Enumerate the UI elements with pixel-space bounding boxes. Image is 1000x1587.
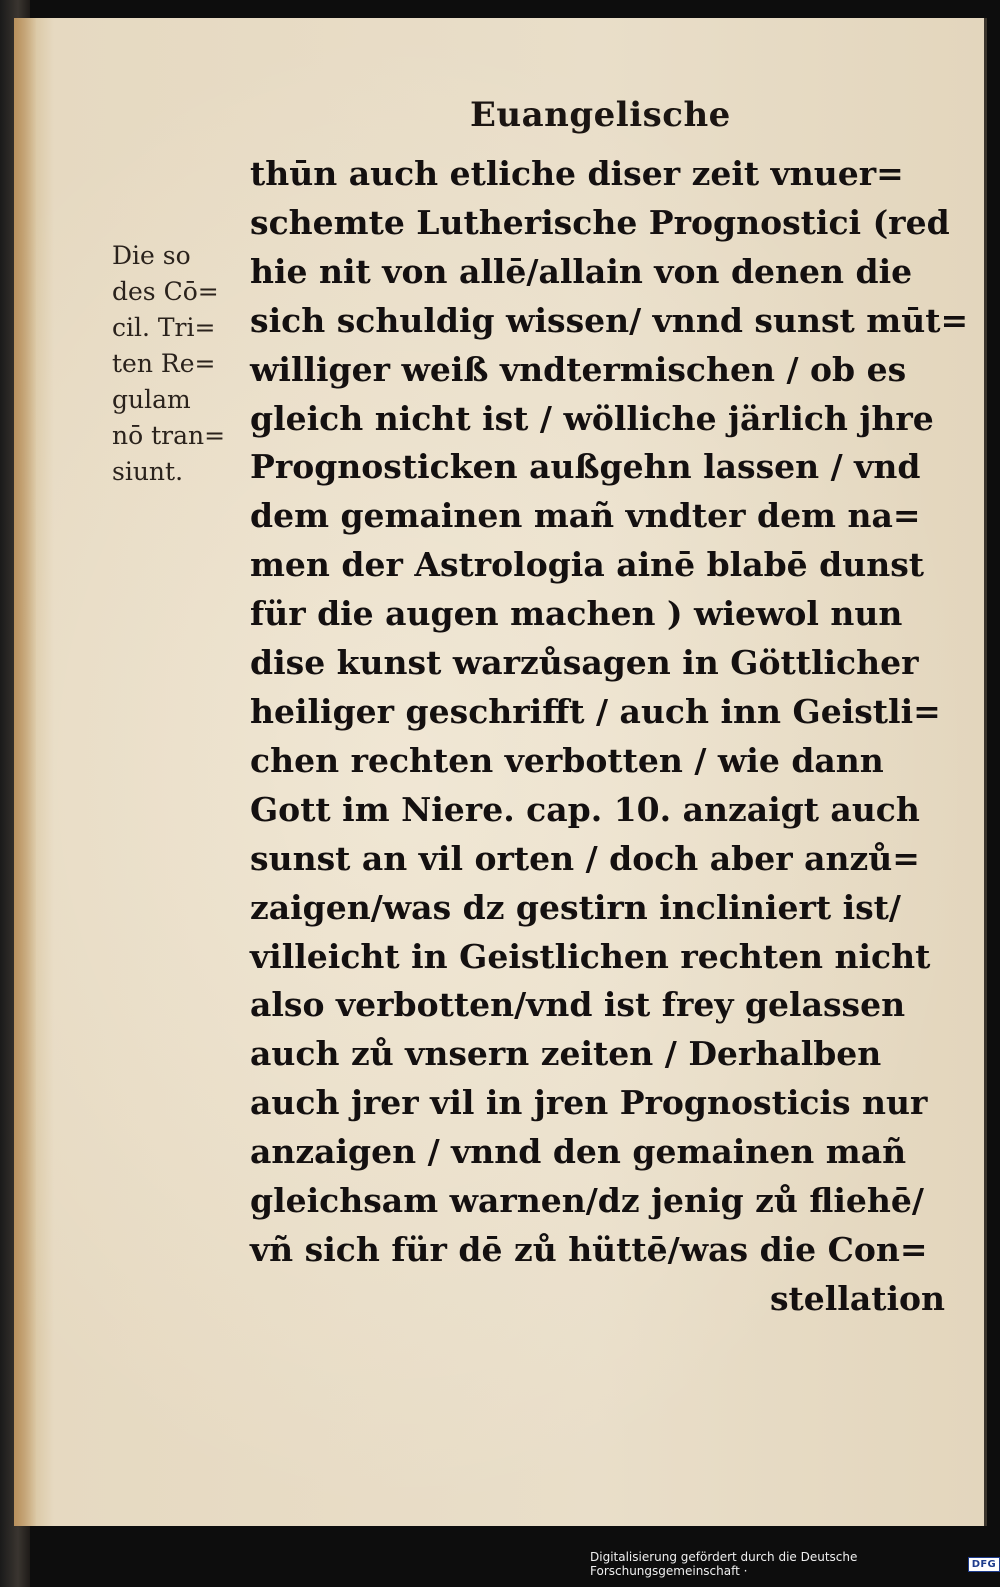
text-line: chen rechten verbotten / wie dann — [250, 740, 884, 780]
text-line: men der Astrologia ainē blabē dunst — [250, 545, 925, 585]
text-line: gleich nicht ist / wölliche järlich jhre — [250, 398, 934, 438]
text-line: anzaigen / vnnd den gemainen mañ — [250, 1132, 907, 1172]
text-line: dem gemainen mañ vndter dem na= — [250, 496, 921, 536]
text-line: auch zů vnsern zeiten / Derhalben — [250, 1034, 882, 1074]
body-text — [250, 150, 969, 1324]
marginal-note-line: nō tran= — [112, 421, 226, 450]
running-head: Euangelische — [470, 95, 731, 135]
text-line: gleichsam warnen/dz jenig zů fliehē/ — [250, 1181, 924, 1221]
text-line: sunst an vil orten / doch aber anzů= — [250, 838, 920, 878]
text-line: dise kunst warzůsagen in Göttlicher — [250, 643, 919, 683]
page-gutter-shadow — [14, 18, 36, 1526]
dfg-logo-icon: DFG — [968, 1557, 1000, 1572]
marginal-note-line: Die so — [112, 241, 191, 270]
text-line: williger weiß vndtermischen / ob es — [250, 349, 907, 389]
text-line: Gott im Niere. cap. 10. anzaigt auch — [250, 789, 920, 829]
marginal-note-line: siunt. — [112, 457, 184, 486]
catchword: stellation — [769, 1278, 945, 1318]
text-line: für die augen machen ) wiewol nun — [250, 594, 903, 634]
digitization-credit — [590, 1550, 1000, 1578]
text-line: zaigen/was dz gestirn incliniert ist/ — [250, 887, 901, 927]
text-line: thūn auch etliche diser zeit vnuer= — [250, 154, 904, 193]
marginal-note-line: ten Re= — [112, 349, 216, 378]
marginal-note — [112, 238, 252, 490]
marginal-note-line: cil. Tri= — [112, 313, 216, 342]
text-line: auch jrer vil in jren Prognosticis nur — [250, 1083, 928, 1123]
text-line: heiliger geschrifft / auch inn Geistli= — [250, 691, 941, 731]
text-line: villeicht in Geistlichen rechten nicht — [250, 936, 931, 976]
marginal-note-line: gulam — [112, 385, 191, 414]
text-line: sich schuldig wissen/ vnnd sunst mūt= — [250, 300, 969, 340]
marginal-note-line: des Cō= — [112, 277, 219, 306]
text-line: vñ sich für dē zů hüttē/was die Con= — [250, 1229, 928, 1269]
text-line: Prognosticken außgehn lassen / vnd — [250, 447, 921, 487]
text-line: schemte Lutherische Prognostici (red — [250, 202, 950, 242]
text-line: hie nit von allē/allain von denen die — [250, 251, 913, 291]
credit-text: Digitalisierung gefördert durch die Deutsche Forschungsgemeinschaft · — [590, 1550, 858, 1578]
text-line: also verbotten/vnd ist frey gelassen — [250, 985, 906, 1025]
